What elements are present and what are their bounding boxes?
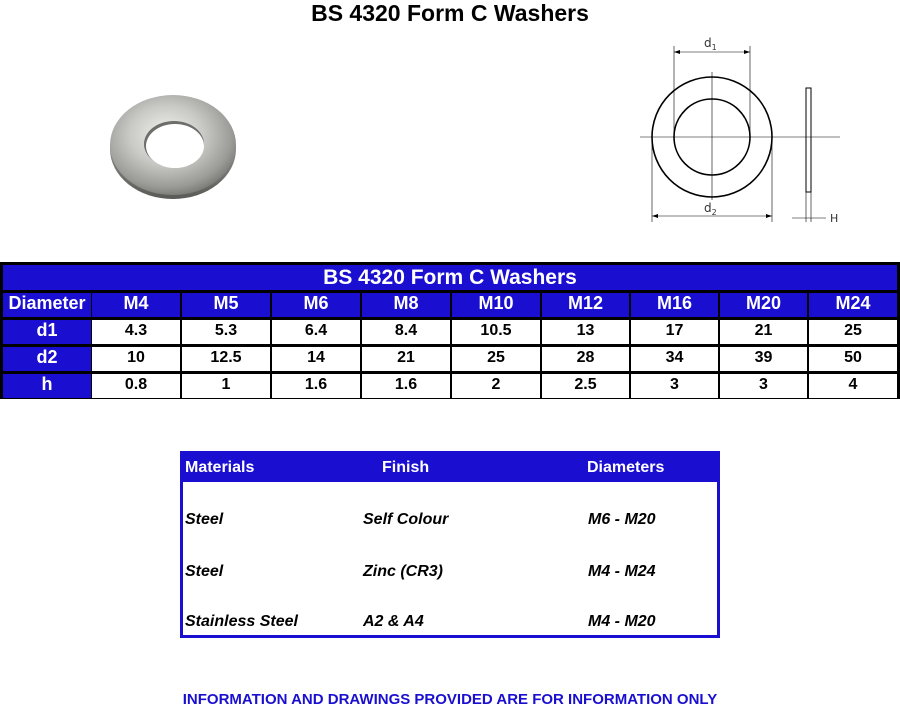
table-cell: 3 <box>631 374 718 398</box>
table-cell: 13 <box>542 320 629 344</box>
table-cell: 17 <box>631 320 718 344</box>
washer-photo <box>108 92 238 200</box>
size-column-header: M24 <box>809 293 897 317</box>
svg-text:d2 <box>704 201 717 217</box>
table-cell: 21 <box>720 320 807 344</box>
size-column-header: M4 <box>92 293 180 317</box>
header-finish: Finish <box>382 459 430 476</box>
diameter-header-label: Diameter <box>3 293 91 317</box>
material-cell: Steel <box>185 563 224 580</box>
size-column-header: M8 <box>362 293 450 317</box>
table-cell: 0.8 <box>92 374 180 398</box>
table-cell: 28 <box>542 347 629 371</box>
d1-subscript: 1 <box>711 43 717 52</box>
table-cell: 50 <box>809 347 897 371</box>
materials-table-header <box>183 454 717 482</box>
d2-label: d <box>704 201 712 215</box>
table-cell: 34 <box>631 347 718 371</box>
materials-table <box>180 451 720 638</box>
table-cell: 25 <box>809 320 897 344</box>
table-cell: 10 <box>92 347 180 371</box>
finish-cell: A2 & A4 <box>363 613 424 630</box>
header-materials: Materials <box>185 459 255 476</box>
table-cell: 2.5 <box>542 374 629 398</box>
table-cell: 25 <box>452 347 540 371</box>
table-cell: 4 <box>809 374 897 398</box>
size-column-header: M5 <box>182 293 270 317</box>
table-cell: 8.4 <box>362 320 450 344</box>
table-cell: 2 <box>452 374 540 398</box>
size-column-header: M6 <box>272 293 360 317</box>
material-cell: Stainless Steel <box>185 613 298 630</box>
size-table-title: BS 4320 Form C Washers <box>3 265 897 290</box>
diameters-cell: M6 - M20 <box>588 511 656 528</box>
diameters-cell: M4 - M20 <box>588 613 656 630</box>
page-title: BS 4320 Form C Washers <box>311 0 589 26</box>
table-cell: 4.3 <box>92 320 180 344</box>
table-cell: 6.4 <box>272 320 360 344</box>
size-column-header: M10 <box>452 293 540 317</box>
material-cell: Steel <box>185 511 224 528</box>
disclaimer-text: INFORMATION AND DRAWINGS PROVIDED ARE FOR INFORMATION ONLY <box>182 691 718 708</box>
washer-size-table <box>0 262 900 399</box>
row-label: d2 <box>3 347 91 371</box>
table-cell: 10.5 <box>452 320 540 344</box>
table-cell: 39 <box>720 347 807 371</box>
size-column-header: M12 <box>542 293 629 317</box>
table-cell: 3 <box>720 374 807 398</box>
size-column-header: M20 <box>720 293 807 317</box>
table-cell: 21 <box>362 347 450 371</box>
finish-cell: Self Colour <box>363 511 449 528</box>
washer-technical-drawing <box>640 32 848 228</box>
header-diameters: Diameters <box>587 459 665 476</box>
table-cell: 5.3 <box>182 320 270 344</box>
table-cell: 1.6 <box>272 374 360 398</box>
row-label: h <box>3 374 91 398</box>
d2-subscript: 2 <box>711 208 717 217</box>
table-cell: 12.5 <box>182 347 270 371</box>
row-label: d1 <box>3 320 91 344</box>
diameters-cell: M4 - M24 <box>588 563 656 580</box>
table-cell: 1 <box>182 374 270 398</box>
h-label: H <box>830 212 839 225</box>
finish-cell: Zinc (CR3) <box>363 563 443 580</box>
size-column-header: M16 <box>631 293 718 317</box>
table-cell: 14 <box>272 347 360 371</box>
svg-text:d1 <box>704 36 717 52</box>
table-cell: 1.6 <box>362 374 450 398</box>
d1-label: d <box>704 36 712 50</box>
